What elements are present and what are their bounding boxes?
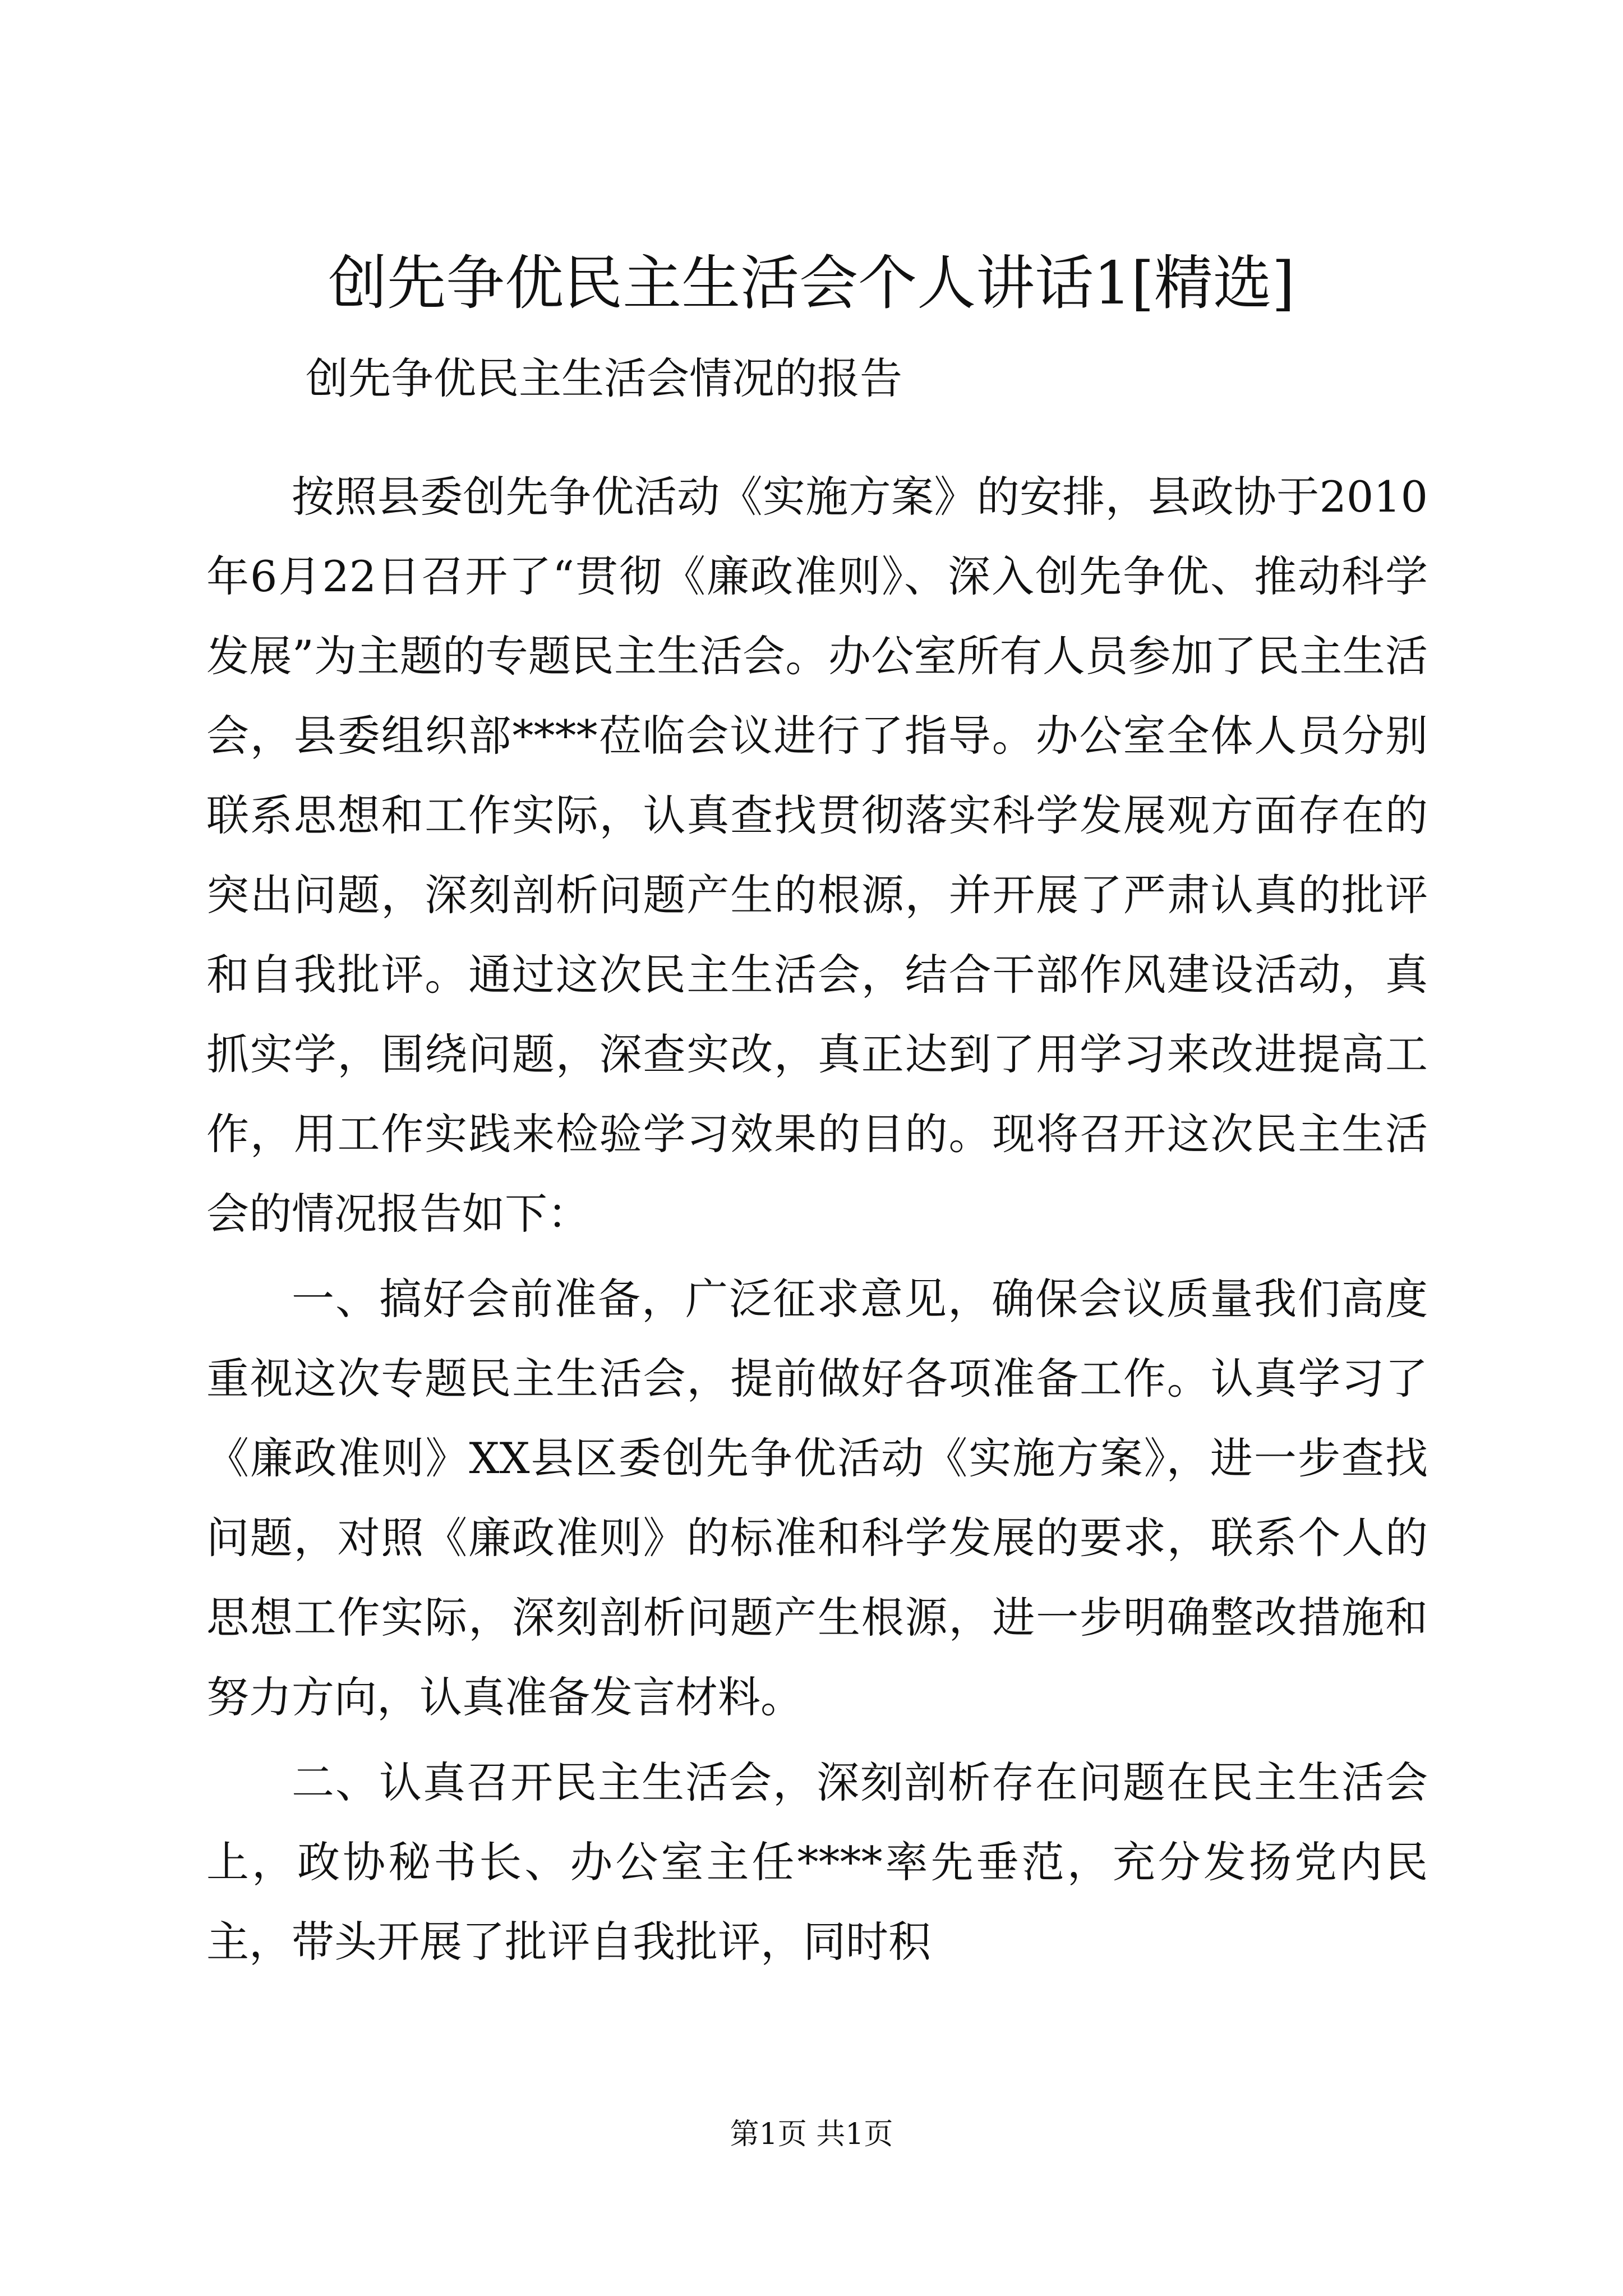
document-title: 创先争优民主生活会个人讲话1[精选] <box>328 249 1295 318</box>
paragraph-intro: 按照县委创先争优活动《实施方案》的安排，县政协于2010年6月22日召开了“贯彻《廉政准则》、深入创先争优、推动科学发展”为主题的专题民主生活会。办公室所有人员参加了民主生活会，县委组织部****莅临会议进行了指导。办公室全体人员分别联系思想和工作实际，认真查找贯彻落实科学发展观方面存在的突出问题，深刻剖析问题产生的根源，并开展了严肃认真的批评和自我批评。通过这次民主生活会，结合干部作风建设活动，真抓实学，围绕问题，深查实改，真正达到了用学习来改进提高工作，用工作实践来检验学习效果的目的。现将召开这次民主生活会的情况报告如下： <box>206 472 1428 1239</box>
paragraph-section-two: 二、认真召开民主生活会，深刻剖析存在问题在民主生活会上，政协秘书长、办公室主任****率先垂范，充分发扬党内民主，带头开展了批评自我批评，同时积 <box>206 1757 1428 1967</box>
paragraph-section-one: 一、搞好会前准备，广泛征求意见，确保会议质量我们高度重视这次专题民主生活会，提前做好各项准备工作。认真学习了《廉政准则》XX县区委创先争优活动《实施方案》，进一步查找问题，对照《廉政准则》的标准和科学发展的要求，联系个人的思想工作实际，深刻剖析问题产生根源，进一步明确整改措施和努力方向，认真准备发言材料。 <box>206 1274 1428 1722</box>
page-footer: 第1页 共1页 <box>730 2118 893 2151</box>
document-subtitle: 创先争优民主生活会情况的报告 <box>306 353 902 403</box>
document-body <box>206 457 1428 1982</box>
